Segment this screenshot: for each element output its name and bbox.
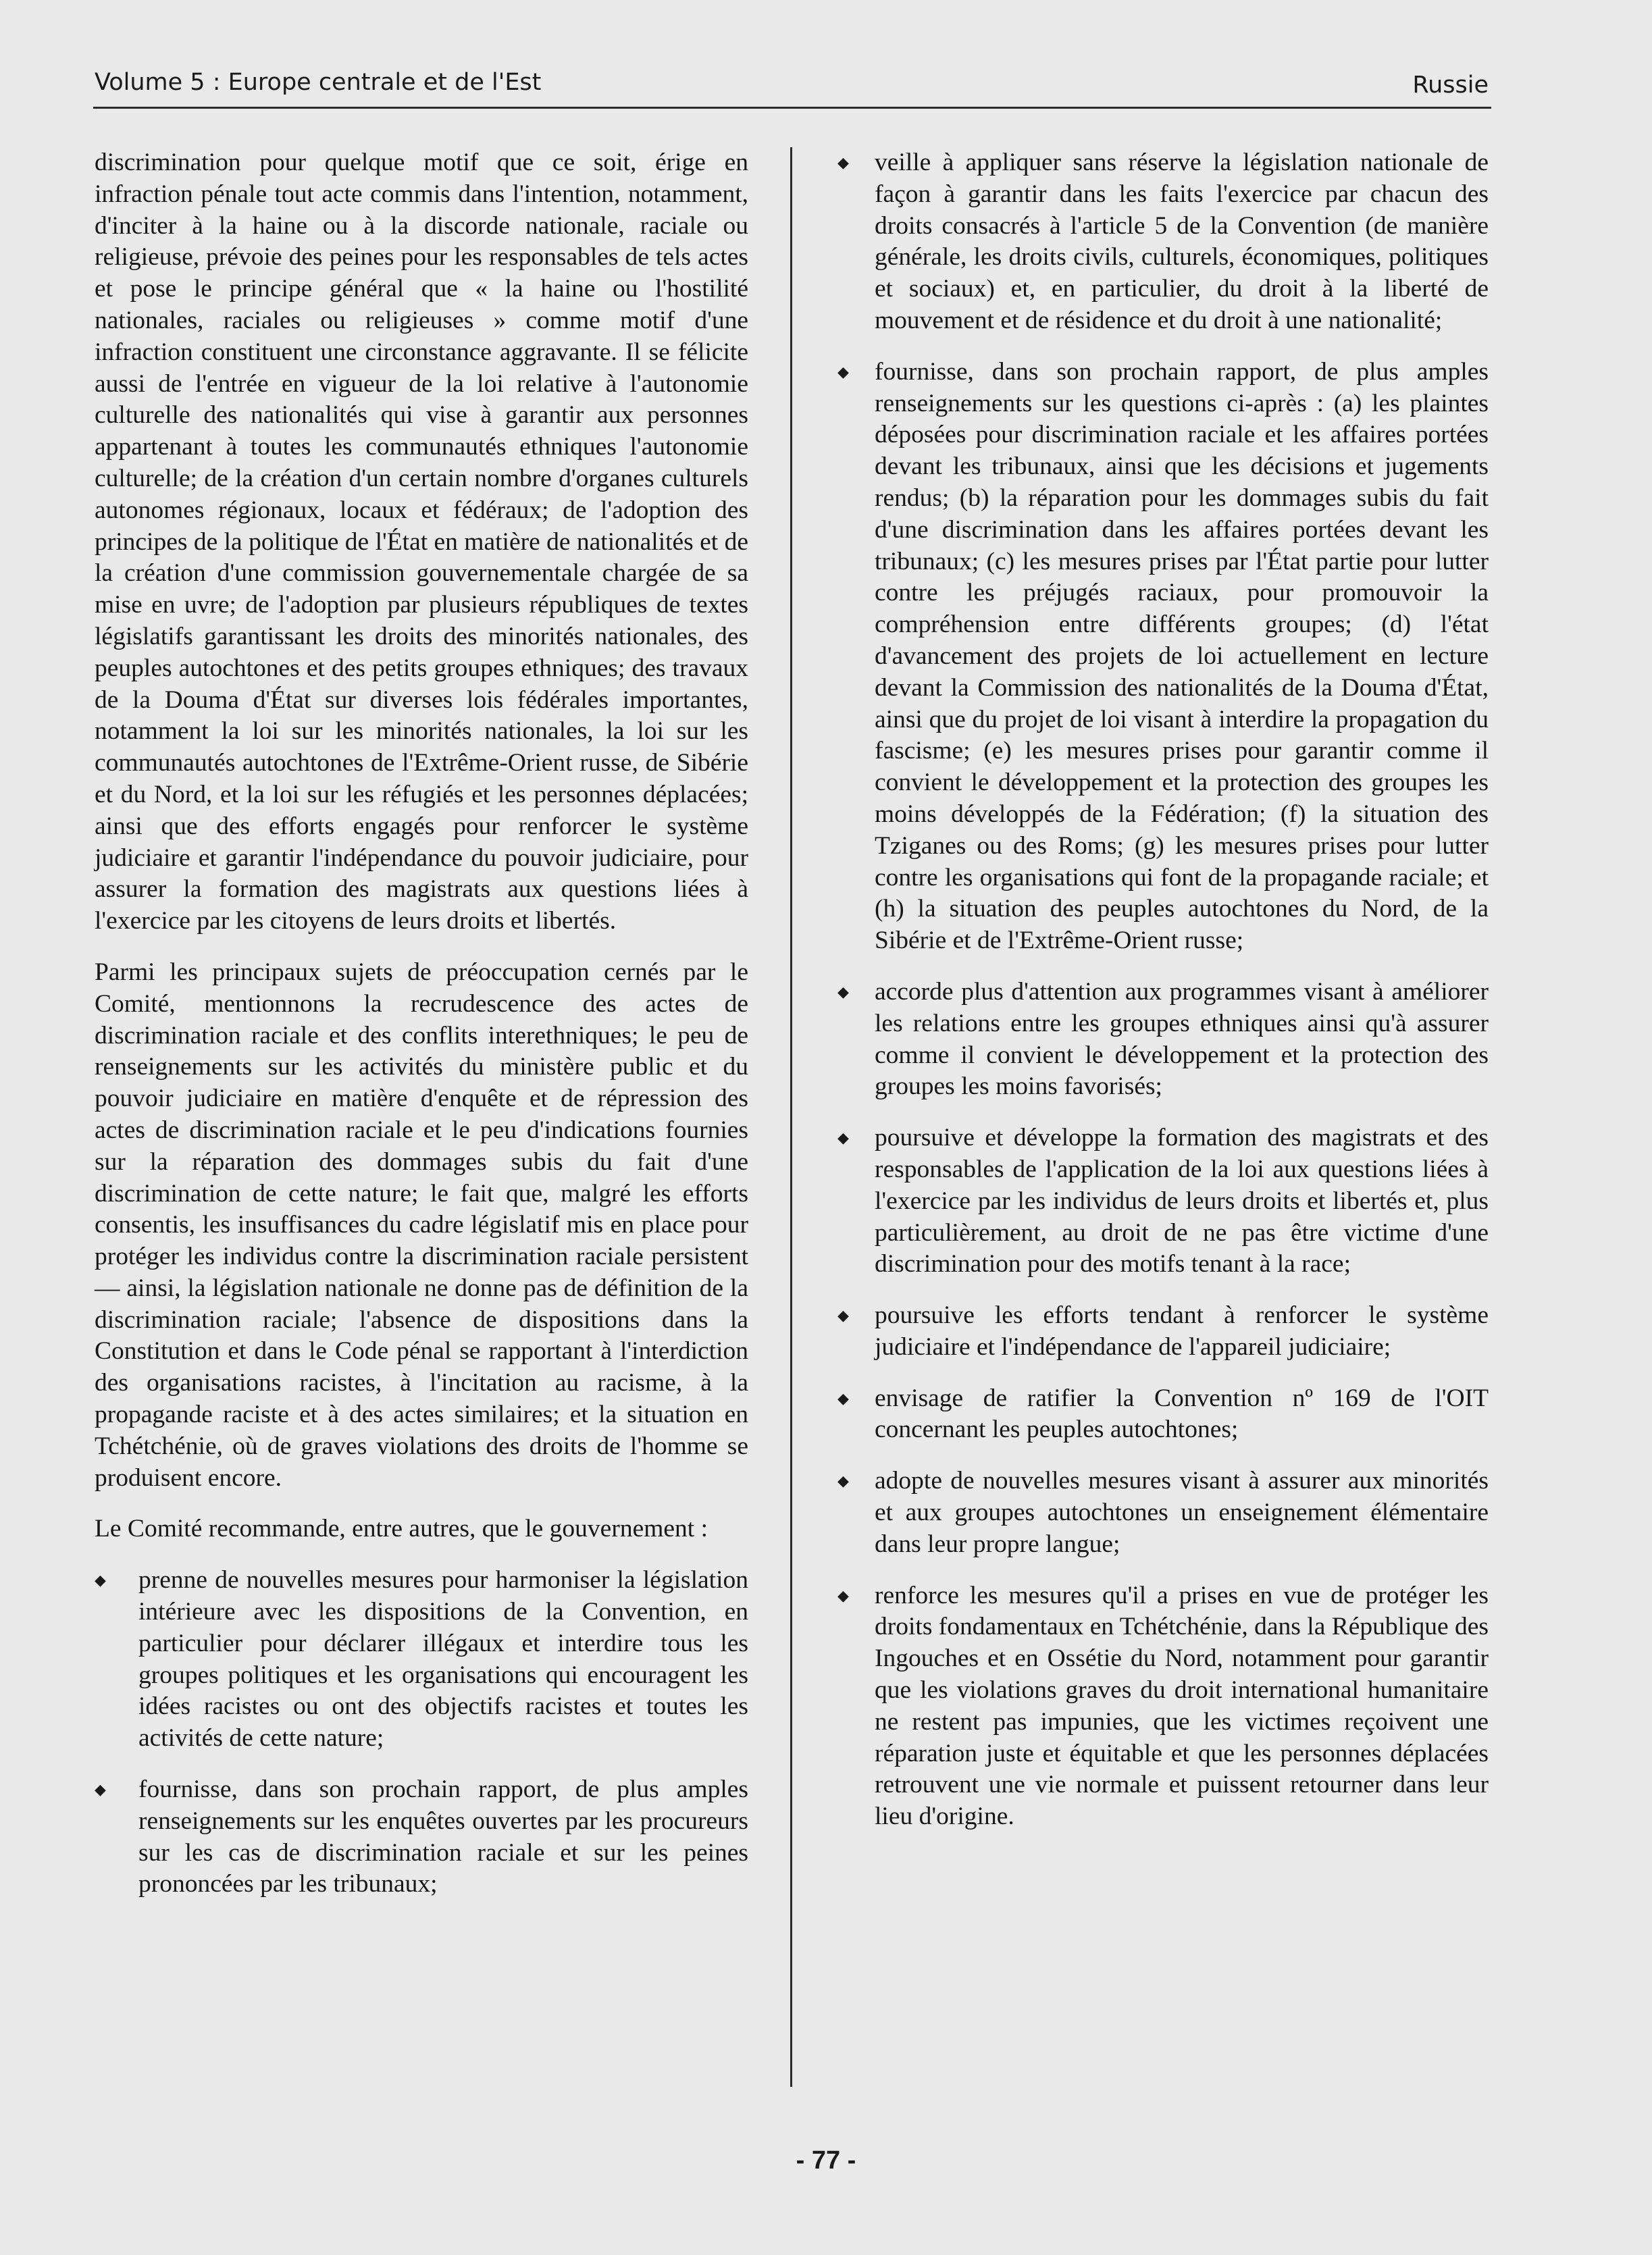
list-item bbox=[837, 1580, 1489, 1833]
running-head-volume-title: Volume 5 : Europe centrale et de l'Est bbox=[95, 69, 542, 96]
diamond-bullet-icon: ◆ bbox=[837, 1129, 849, 1147]
paragraph-concerns: Parmi les principaux sujets de préoccupation cernés par le Comité, mentionnons la recrudescence des actes de discrimination raciale et des conflits interethniques; le peu de renseignements sur les activités du ministère public et du pouvoir judiciaire en matière d'enquête et de répression des actes de discrimination raciale et le peu d'indications fournies sur la réparation des dommages subis du fait d'une discrimination de cette nature; le fait que, malgré les efforts consentis, les insuffisances du cadre législatif mis en place pour protéger les individus contre la discrimination raciale persistent — ainsi, la législation nationale ne donne pas de définition de la discrimination raciale; l'absence de dispositions dans la Constitution et dans le Code pénal se rapportant à l'interdiction des organisations racistes, à l'incitation au racisme, à la propagande raciste et à des actes similaires; et la situation en Tchétchénie, où de graves violations des droits de l'homme se produisent encore. bbox=[95, 958, 748, 1492]
diamond-bullet-icon: ◆ bbox=[837, 363, 849, 380]
right-recommendation-list bbox=[837, 147, 1489, 1833]
list-item-text: renforce les mesures qu'il a prises en vue de protéger les droits fondamentaux en Tchétchénie, dans la République des Ingouches et en Ossétie du Nord, notamment pour garantir que les violations graves du droit international humanitaire ne restent pas impunies, que les victimes reçoivent une réparation juste et équitable et que les personnes déplacées retrouvent une vie normale et puissent retourner dans leur lieu d'origine. bbox=[875, 1581, 1489, 1831]
list-item bbox=[837, 1466, 1489, 1560]
list-item bbox=[837, 977, 1489, 1103]
list-item bbox=[837, 147, 1489, 337]
running-head-country: Russie bbox=[1412, 72, 1489, 99]
diamond-bullet-icon: ◆ bbox=[837, 1472, 849, 1490]
left-column bbox=[95, 147, 748, 1920]
diamond-bullet-icon: ◆ bbox=[837, 1307, 849, 1324]
list-item bbox=[837, 1300, 1489, 1364]
right-column bbox=[837, 147, 1489, 1852]
header-rule bbox=[93, 107, 1491, 109]
paragraph-achievements: discrimination pour quelque motif que ce soit, érige en infraction pénale tout acte commis dans l'intention, notamment, d'inciter à la haine ou à la discorde nationale, raciale ou religieuse, prévoie des peines pour les responsables de tels actes et pose le principe général que « la haine ou l'hostilité nationales, raciales ou religieuses » comme motif d'une infraction constituent une circonstance aggravante. Il se félicite aussi de l'entrée en vigueur de la loi relative à l'autonomie culturelle des nationalités qui vise à garantir aux personnes appartenant à toutes les communautés ethniques l'autonomie culturelle; de la création d'un certain nombre d'organes culturels autonomes régionaux, locaux et fédéraux; de l'adoption des principes de la politique de l'État en matière de nationalités et de la création d'une commission gouvernementale chargée de sa mise en uvre; de l'adoption par plusieurs républiques de textes législatifs garantissant les droits des minorités nationales, des peuples autochtones et des petits groupes ethniques; des travaux de la Douma d'État sur diverses lois fédérales importantes, notamment la loi sur les minorités nationales, la loi sur les communautés autochtones de l'Extrême-Orient russe, de Sibérie et du Nord, et la loi sur les réfugiés et les personnes déplacées; ainsi que des efforts engagés pour renforcer le système judiciaire et garantir l'indépendance du pouvoir judiciaire, pour assurer la formation des magistrats aux questions liées à l'exercice par les citoyens de leurs droits et libertés. bbox=[95, 149, 748, 935]
list-item bbox=[837, 357, 1489, 957]
diamond-bullet-icon: ◆ bbox=[837, 1586, 849, 1604]
list-item-text: accorde plus d'attention aux programmes visant à améliorer les relations entre les groupes ethniques ainsi qu'à assurer comme il convient le développement et la protection des groupes les moins favorisés; bbox=[875, 977, 1489, 1101]
paragraph-recommendations-intro: Le Comité recommande, entre autres, que le gouvernement : bbox=[95, 1515, 708, 1543]
list-item bbox=[837, 1383, 1489, 1447]
list-item-text: adopte de nouvelles mesures visant à assurer aux minorités et aux groupes autochtones un enseignement élémentaire dans leur propre langue; bbox=[875, 1467, 1489, 1558]
diamond-bullet-icon: ◆ bbox=[837, 983, 849, 1000]
diamond-bullet-icon: ◆ bbox=[95, 1572, 106, 1589]
diamond-bullet-icon: ◆ bbox=[837, 154, 849, 171]
list-item bbox=[95, 1774, 748, 1900]
list-item-text: veille à appliquer sans réserve la législation nationale de façon à garantir dans les faits l'exercice par chacun des droits consacrés à l'article 5 de la Convention (de manière générale, les droits civils, culturels, économiques, politiques et sociaux) et, en particulier, du droit à la liberté de mouvement et de résidence et du droit à une nationalité; bbox=[875, 149, 1489, 334]
list-item-text: poursuive et développe la formation des magistrats et des responsables de l'application de la loi aux questions liées à l'exercice par les individus de leurs droits et libertés et, plus particulièrement, au droit de ne pas être victime d'une discrimination pour des motifs tenant à la race; bbox=[875, 1124, 1489, 1278]
left-recommendation-list bbox=[95, 1565, 748, 1900]
list-item-text: poursuive les efforts tendant à renforcer le système judiciaire et l'indépendance de l'appareil judiciaire; bbox=[875, 1301, 1489, 1361]
diamond-bullet-icon: ◆ bbox=[95, 1781, 106, 1798]
diamond-bullet-icon: ◆ bbox=[837, 1389, 849, 1407]
list-item-text: envisage de ratifier la Convention nº 169 de l'OIT concernant les peuples autochtones; bbox=[875, 1384, 1489, 1444]
list-item bbox=[95, 1565, 748, 1755]
column-divider bbox=[790, 147, 792, 2087]
list-item-text: prenne de nouvelles mesures pour harmoniser la législation intérieure avec les dispositions de la Convention, en particulier pour déclarer illégaux et interdire tous les groupes politiques et les organisations qui encouragent les idées racistes ou ont des objectifs racistes et toutes les activités de cette nature; bbox=[138, 1566, 748, 1753]
list-item-text: fournisse, dans son prochain rapport, de plus amples renseignements sur les questions ci-après : (a) les plaintes déposées pour discrimination raciale et les affaires portées devant les tribunaux, ainsi que les décisions et jugements rendus; (b) la réparation pour les dommages subis du fait d'une discrimination dans les affaires portées devant les tribunaux; (c) les mesures prises par l'État partie pour lutter contre les préjugés raciaux, pour promouvoir la compréhension entre différents groupes; (d) l'état d'avancement des projets de loi actuellement en lecture devant la Commission des nationalités de la Douma d'État, ainsi que du projet de loi visant à interdire la propagation du fascisme; (e) les mesures prises pour garantir comme il convient le développement et la protection des groupes les moins développés de la Fédération; (f) la situation des Tziganes ou des Roms; (g) les mesures prises pour lutter contre les organisations qui font de la propagande raciale; et (h) la situation des peuples autochtones du Nord, de la Sibérie et de l'Extrême-Orient russe; bbox=[875, 357, 1489, 955]
page-number: - 77 - bbox=[796, 2146, 856, 2175]
list-item bbox=[837, 1122, 1489, 1280]
list-item-text: fournisse, dans son prochain rapport, de plus amples renseignements sur les enquêtes ouvertes par les procureurs sur les cas de discrimination raciale et sur les peines prononcées par les tribunaux; bbox=[138, 1776, 748, 1898]
